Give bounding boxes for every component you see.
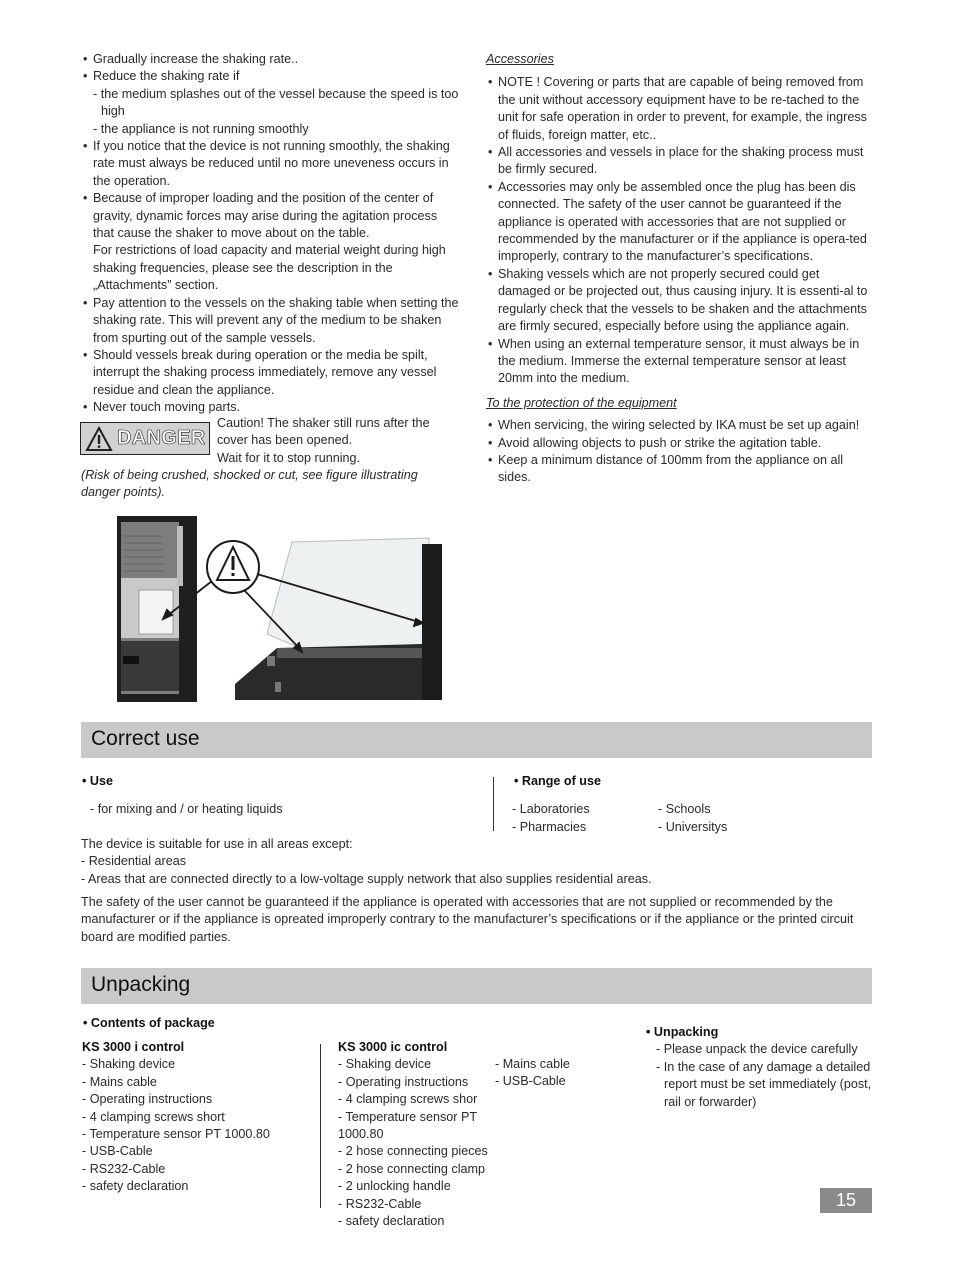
i-control-item: - safety declaration: [82, 1179, 189, 1194]
suitable-text: The device is suitable for use in all areas except:: [81, 837, 353, 851]
except-residential: - Residential areas: [81, 854, 186, 869]
ic-control-extra-list: [495, 1056, 625, 1091]
ic-control-item: - safety declaration: [338, 1214, 445, 1229]
ic-control-extra-item: - USB-Cable: [495, 1074, 566, 1089]
page-number: 15: [820, 1188, 872, 1213]
ic-control-item: - Shaking device: [338, 1057, 432, 1072]
i-control-item: - 4 clamping screws short: [82, 1109, 225, 1124]
left-column: [81, 51, 459, 417]
accessory-vessels-secured: • Shaking vessels which are not properly secured could get damaged or be projected out, thus causing injury. It is essenti-al to regularly check that the vessels to be shaken and the attachments are firmly secured, especially before using the appliance again.: [486, 266, 874, 336]
unpacking-heading: • Unpacking: [646, 1025, 719, 1039]
ic-control-title: KS 3000 ic control: [338, 1040, 448, 1054]
accessory-assembly: • Accessories may only be assembled once the plug has been dis connected. The safety of the user cannot be guaranteed if the appliance is operated with accessories that are not supplied or recommended by the manufacturer or if the appliance is opera-ted improperly, contrary to the manufacturer’s specifications.: [486, 179, 874, 266]
protection-heading: To the protection of the equipment: [486, 395, 677, 410]
ic-control-item: - 4 clamping screws shor: [338, 1092, 478, 1107]
bullet-never-touch: • Never touch moving parts.: [81, 399, 459, 416]
unpacking-damage-report: - In the case of any damage a detailed report must be set immediately (post, rail or forwarder): [656, 1059, 872, 1109]
protection-distance: • Keep a minimum distance of 100mm from the appliance on all sides.: [486, 452, 874, 487]
ic-control-extra-item: - Mains cable: [495, 1057, 570, 1071]
use-heading: • Use: [82, 774, 114, 788]
unpacking-instructions: [646, 1024, 872, 1111]
ic-control-item: - RS232-Cable: [338, 1196, 422, 1211]
accessories-heading: Accessories: [486, 52, 554, 66]
caution-text: [217, 415, 459, 467]
unpacking-header: [81, 968, 872, 1004]
ic-control-item: - Operating instructions: [338, 1074, 469, 1089]
warning-triangle-icon: [85, 426, 113, 452]
ic-control-item: - Temperature sensor PT 1000.80: [338, 1109, 477, 1142]
correct-use-header: [81, 722, 872, 758]
right-column: [486, 51, 874, 487]
caution-line-1: Caution! The shaker still runs after the cover has been opened.: [217, 416, 430, 448]
bullet-improper-loading: [81, 190, 459, 294]
i-control-item: - Operating instructions: [82, 1092, 213, 1107]
i-control-item: - RS232-Cable: [82, 1161, 166, 1176]
accessory-secured: • All accessories and vessels in place for the shaking process must be firmly secured.: [486, 144, 874, 179]
accessory-note-covering: • NOTE ! Covering or parts that are capable of being removed from the unit without accessory equipment have to be re-tached to the unit for safe operation in order to prevent, for example, the ingress of fluids, foreign matter, etc..: [486, 74, 874, 144]
bullet-increase-rate: • Gradually increase the shaking rate..: [81, 51, 459, 68]
ic-control-list: [338, 1039, 508, 1230]
contents-heading: • Contents of package: [83, 1016, 215, 1030]
range-laboratories: - Laboratories: [512, 802, 590, 816]
unpacking-title: Unpacking: [91, 973, 191, 996]
protection-avoid-objects: • Avoid allowing objects to push or strike the agitation table.: [486, 435, 874, 452]
reduce-reason-not-smooth: - the appliance is not running smoothly: [93, 121, 309, 136]
protection-wiring: • When servicing, the wiring selected by IKA must be set up again!: [486, 417, 874, 434]
ic-control-item: - 2 unlocking handle: [338, 1179, 451, 1194]
bullet-pay-attention: • Pay attention to the vessels on the shaking table when setting the shaking rate. This will prevent any of the medium to be shaken from spurting out of the sample vessels.: [81, 295, 459, 347]
exceptions-block: [81, 836, 871, 888]
bullet-reduce-rate-text: • Reduce the shaking rate if: [93, 69, 240, 84]
danger-point-figure: [117, 516, 447, 704]
i-control-title: KS 3000 i control: [82, 1040, 185, 1054]
range-pharmacies: - Pharmacies: [512, 820, 587, 834]
ic-control-item: - 2 hose connecting clamp: [338, 1161, 486, 1176]
range-divider: [493, 777, 494, 831]
shaker-frame: [422, 544, 442, 700]
use-item: - for mixing and / or heating liquids: [90, 802, 283, 816]
unpacking-carefully: - Please unpack the device carefully: [656, 1042, 858, 1057]
improper-loading-text: • Because of improper loading and the position of the center of gravity, dynamic forces may arise during the agitation process that cause the shaker to move about on the table.: [93, 191, 438, 241]
danger-label: DANGER: [117, 427, 206, 449]
ic-control-divider: [320, 1044, 321, 1208]
range-heading: • Range of use: [514, 774, 601, 788]
risk-note: (Risk of being crushed, shocked or cut, see figure illustrating danger points).: [81, 468, 418, 500]
load-restrictions-text: For restrictions of load capacity and material weight during high shaking frequencies, please see the description in the „Attachments” section.: [93, 243, 446, 293]
ic-control-item: - 2 hose connecting pieces: [338, 1144, 488, 1159]
range-universitys: - Universitys: [658, 820, 728, 834]
i-control-item: - USB-Cable: [82, 1144, 153, 1159]
accessory-temperature-sensor: • When using an external temperature sensor, it must always be in the medium. Immerse the external temperature sensor at least 20mm into the medium.: [486, 336, 874, 388]
correct-use-title: Correct use: [91, 727, 200, 750]
i-control-list: [82, 1039, 312, 1196]
i-control-item: - Shaking device: [82, 1057, 176, 1072]
reduce-reason-splash: - the medium splashes out of the vessel because the speed is too high: [93, 86, 459, 119]
caution-line-2: Wait for it to stop running.: [217, 450, 361, 465]
safety-paragraph: The safety of the user cannot be guaranteed if the appliance is operated with accessories that are not supplied or recommended by the manufacturer or if the appliance is opreated improperly contrary to the manufacturer’s specifications or if the appliance or the printed circuit board are modified parties.: [81, 895, 854, 944]
open-cover: [267, 538, 429, 662]
bullet-reduce-rate: [81, 68, 459, 138]
i-control-item: - Temperature sensor PT 1000.80: [82, 1127, 270, 1142]
danger-badge: [80, 422, 210, 455]
bullet-not-smooth: • If you notice that the device is not running smoothly, the shaking rate must always be reduced until no more uneveness occurs in the operation.: [81, 138, 459, 190]
i-control-item: - Mains cable: [82, 1074, 157, 1089]
range-schools: - Schools: [658, 802, 711, 816]
bullet-vessels-break: • Should vessels break during operation or the media be spilt, interrupt the shaking process immediately, remove any vessel residue and clean the appliance.: [81, 347, 459, 399]
except-low-voltage: - Areas that are connected directly to a low-voltage supply network that also supplies residential areas.: [81, 871, 652, 886]
